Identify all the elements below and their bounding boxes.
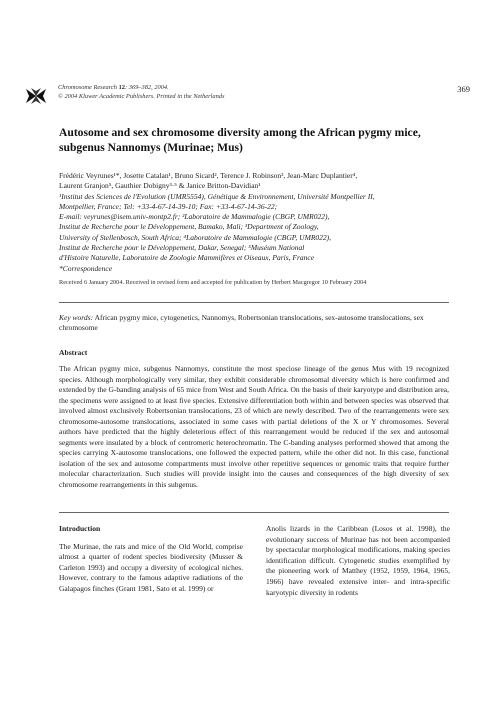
affiliation-line: ¹Institut des Sciences de l'Evolution (UMR5554), Génétique & Environnement, Université Montpellier II,	[59, 191, 375, 201]
authors-block	[59, 171, 449, 274]
journal-volume: 12	[118, 84, 125, 91]
divider-bottom	[59, 512, 449, 513]
author-names: Laurent Granjon⁵, Gauthier Dobigny³·⁵ & Janice Britton-Davidian¹	[59, 181, 261, 191]
affiliation-line: Montpellier, France; Tel: +33-4-67-14-39-10; Fax: +33-4-67-14-36-22;	[59, 201, 278, 211]
author-names: Frédéric Veyrunes¹*, Josette Catalan¹, Bruno Sicard², Terence J. Robinson³, Jean-Marc Duplantier⁴,	[59, 171, 358, 180]
divider-top	[59, 302, 449, 303]
article-title: Autosome and sex chromosome diversity among the African pygmy mice, subgenus Nannomys (Murinae; Mus)	[59, 126, 421, 154]
publisher-logo-icon	[24, 87, 48, 105]
affiliation-line: Institut de Recherche pour le Développement, Bamako, Mali; ³Department of Zoology,	[59, 222, 319, 232]
affiliation-line: d'Histoire Naturelle, Laboratoire de Zoologie Mammifères et Oiseaux, Paris, France	[59, 253, 315, 263]
keywords-label: Key words:	[59, 313, 94, 322]
introduction-heading: Introduction	[59, 524, 101, 533]
page-number: 369	[457, 84, 470, 94]
abstract-text: The African pygmy mice, subgenus Nannomys, constitute the most speciose lineage of the genus Mus with 19 recognized species. Although morphologically very similar, they exhibit considerable chromosomal diversity which is here confirmed and extended by the G-banding analysis of 65 mice from West and South Africa. On the basis of their karyotype and distribution area, the specimens were assigned to at least five species. Extensive differentiation both within and between species was observed that involved almost exclusively Robertsonian translocations, 23 of which are newly described. Two of the rearrangements were sex chromosome-autosome translocations, associated in some cases with partial deletions of the X or Y chromosomes. Several authors have predicted that the highly deleterious effect of this rearrangement would be reduced if the sex and autosomal segments were insulated by a block of centromeric heterochromatin. The C-banding analyses performed showed that among the species carrying X-autosome translocations, one followed the expected pattern, while the other did not. In this case, functional isolation of the sex and autosome compartments must involve other repetitive sequences or genomic traits that require further molecular characterization. Such studies will provide insight into the causes and consequences of the high diversity of sex chromosome rearrangements in this subgenus.	[59, 364, 449, 489]
introduction-paragraph-continued: Anolis lizards in the Caribbean (Losos et al. 1998), the evolutionary success of Murinae has not been accompanied by spectacular morphological modifications, making species identification difficult. Cytogenetic studies exemplified by the pioneering work of Matthey (1952, 1959, 1964, 1965, 1966) have revealed extensive inter- and intra-specific karyotypic diversity in rodents	[266, 524, 450, 597]
journal-name: Chromosome Research	[58, 84, 117, 91]
affiliation-line: Institut de Recherche pour le Développement, Dakar, Senegal; ⁵Muséum National	[59, 243, 305, 253]
keywords-block	[59, 313, 449, 333]
keywords-text: African pygmy mice, cytogenetics, Nannomys, Robertsonian translocations, sex-autosome translocations, sex chromosome	[59, 313, 424, 333]
journal-citation	[58, 84, 224, 102]
body-column-left	[59, 524, 243, 595]
received-dates: Received 6 January 2004. Received in revised form and accepted for publication by Herbert Macgregor 10 February 2004	[59, 279, 367, 286]
abstract-heading: Abstract	[59, 348, 88, 357]
journal-pages: : 369–382, 2004.	[125, 84, 169, 91]
introduction-paragraph: The Murinae, the rats and mice of the Old World, comprise almost a quarter of rodent species biodiversity (Musser & Carleton 1993) and occupy a diversity of ecological niches. However, contrary to the famous adaptive radiations of the Galapagos finches (Grant 1981, Sato et al. 1999) or	[59, 541, 243, 593]
copyright-line: © 2004 Kluwer Academic Publishers. Printed in the Netherlands	[58, 92, 225, 100]
affiliation-line: E-mail: veyrunes@isem.univ-montp2.fr; ²Laboratoire de Mammalogie (CBGP, UMR022),	[59, 212, 330, 222]
correspondence-note: *Correspondence	[59, 263, 113, 273]
body-column-right	[266, 524, 450, 598]
journal-header	[24, 84, 470, 108]
affiliation-line: University of Stellenbosch, South Africa; ⁴Laboratoire de Mammalogie (CBGP, UMR022),	[59, 232, 332, 242]
